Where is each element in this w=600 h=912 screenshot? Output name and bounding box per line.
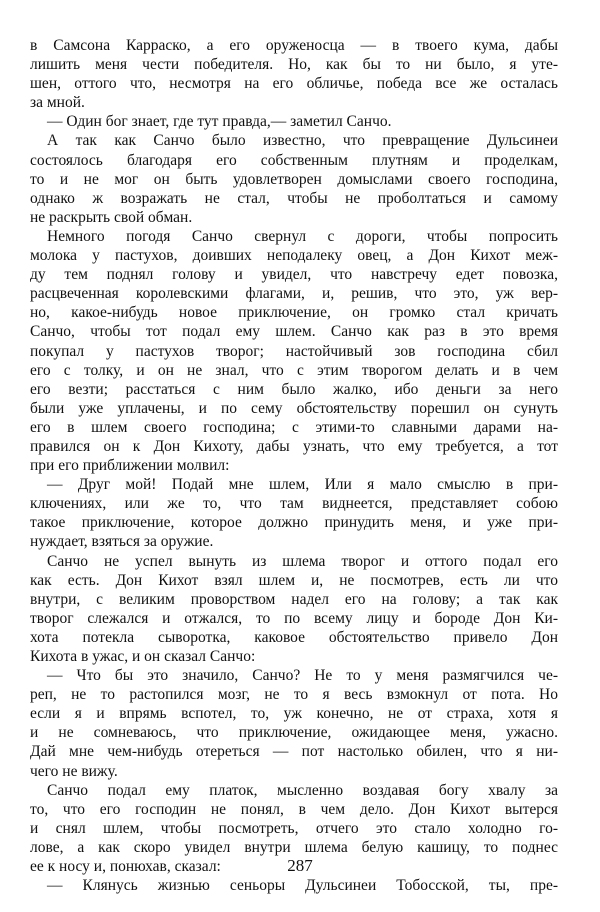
text-line: правился он к Дон Кихоту, дабы узнать, что ему требуется, а тот [30, 437, 558, 455]
text-line: — Друг мой! Подай мне шлем, Или я мало смыслю в при- [47, 476, 558, 494]
text-line: Кихота в ужас, и он сказал Санчо: [30, 648, 256, 665]
text-line: и снял шлем, чтобы посмотреть, отчего это стало холодно го- [30, 819, 558, 837]
text-line: покупал у пастухов творог; настойчивый зов господина сбил [30, 342, 558, 360]
text-line: его в шлем своего господина; с этими-то славными дарами на- [30, 418, 558, 436]
text-line: то и не мог он быть удовлетворен домыслами своего господина, [30, 170, 558, 188]
text-line: лове, а как скоро увидел внутри шлема белую кашицу, то поднес [30, 838, 558, 856]
text-line: Дай мне чем-нибудь отереться — пот настолько обилен, что я ни- [30, 743, 558, 761]
text-line: — Что бы это значило, Санчо? Не то у меня размягчился че- [47, 667, 558, 685]
text-line: нуждает, взяться за оружие. [30, 533, 214, 551]
text-line: были уже уплачены, и по сему обстоятельству порешил он сунуть [30, 399, 558, 417]
text-line: — Клянусь жизнью сеньоры Дульсинеи Тобосской, ты, пре- [47, 877, 558, 895]
text-line: в Самсона Карраско, а его оруженосца — в твоего кума, дабы [30, 37, 558, 54]
text-line: такое приключение, которое должно принудить меня, и уже при- [30, 514, 558, 532]
text-line: Санчо, чтобы тот подал ему шлем. Санчо как раз в это время [30, 323, 558, 341]
text-line: при его приближении молвил: [30, 457, 230, 475]
text-line: его везти; расстаться с ним было жалко, ибо деньги за него [30, 380, 558, 398]
text-line: Санчо подал ему платок, мысленно воздавая богу хвалу за [47, 781, 558, 799]
text-line: но, какое-нибудь новое приключение, он громко стал кричать [30, 304, 558, 322]
page-number: 287 [287, 856, 313, 875]
text-line: А так как Санчо было известно, что превращение Дульсинеи [47, 132, 558, 150]
text-line: Немного погодя Санчо свернул с дороги, чтобы попросить [47, 227, 558, 245]
text-line: чего не вижу. [30, 762, 118, 780]
text-line: хота потекла сыворотка, каковое обстоятельство привело Дон [30, 628, 558, 646]
text-line: как есть. Дон Кихот взял шлем и, не посмотрев, есть ли что [30, 571, 558, 589]
text-line: если я и впрямь вспотел, то, уж конечно, не от страха, хотя я [30, 705, 558, 723]
page-text [30, 36, 558, 895]
text-line: не раскрыть свой обман. [30, 208, 193, 226]
text-line: ключениях, или же то, что там виднеется, представляет собою [30, 495, 558, 513]
text-line: Санчо не успел вынуть из шлема творог и оттого подал его [47, 552, 558, 570]
text-line: шен, оттого что, несмотря на его обличье, победа все же осталась [30, 75, 558, 93]
text-line: молока у пастухов, доивших неподалеку овец, а Дон Кихот меж- [30, 247, 558, 265]
text-line: и не сомневаюсь, что приключение, ожидающее меня, ужасно. [30, 724, 558, 742]
text-line: реп, не то растопился мозг, не то я весь взмокнул от пота. Но [30, 686, 558, 704]
text-line: ее к носу и, понюхав, сказал: [30, 858, 221, 876]
text-line: расцвеченная королевскими флагами, и, решив, что это, уж вер- [30, 285, 558, 303]
text-line: за мной. [30, 94, 85, 112]
text-line: лишить меня чести победителя. Но, как бы то ни было, я уте- [30, 56, 558, 74]
text-line: состоялось благодаря его собственным плутням и проделкам, [30, 151, 558, 169]
text-line: однако ж возражать не стал, чтобы не проболтаться и самому [30, 189, 558, 207]
text-line: ду тем поднял голову и увидел, что навстречу едет повозка, [30, 266, 558, 284]
text-line: его с толку, и он не знал, что с этим творогом делать и в чем [30, 361, 558, 379]
text-line: внутри, с великим проворством надел его на голову; а так как [30, 590, 558, 608]
text-line: то, что его господин не понял, в чем дело. Дон Кихот вытерся [30, 800, 558, 818]
text-line: — Один бог знает, где тут правда,— заметил Санчо. [47, 113, 392, 131]
text-line: творог слежался и отжался, то по всему лицу и бороде Дон Ки- [30, 609, 558, 627]
